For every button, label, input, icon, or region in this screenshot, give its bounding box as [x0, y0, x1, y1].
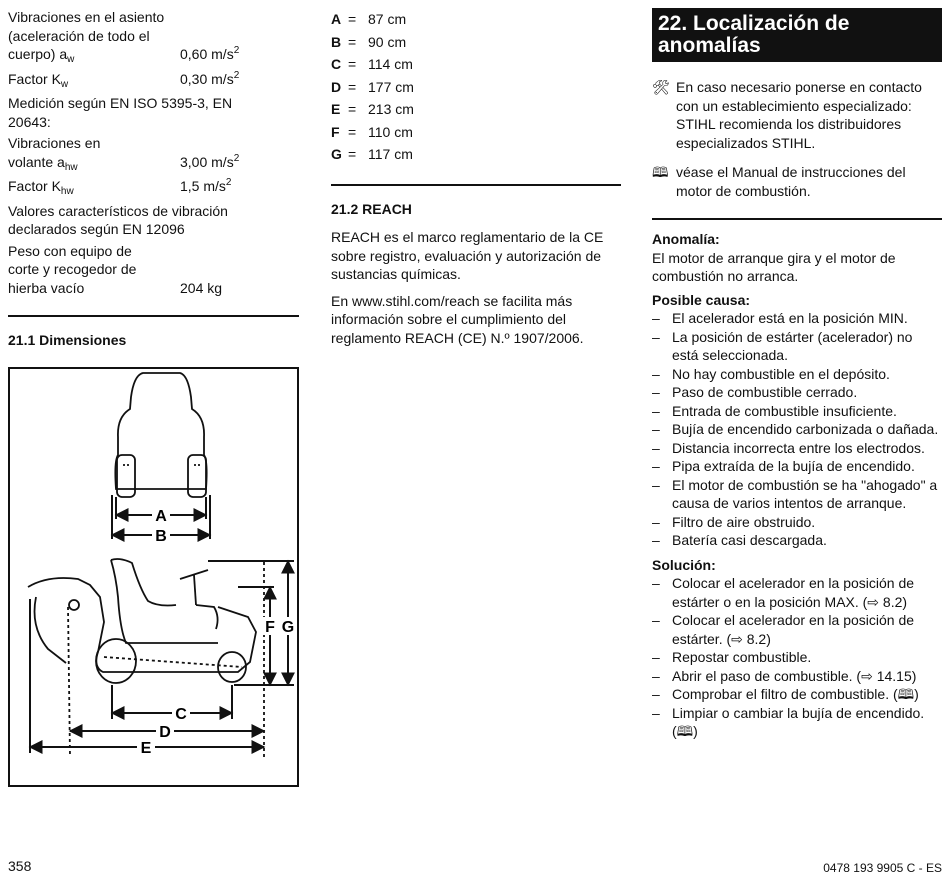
anomaly-text: El motor de arranque gira y el motor de combustión no arranca. [652, 249, 896, 284]
solution-list [652, 574, 942, 741]
note-text: véase el Manual de instrucciones del motor de combustión. [676, 164, 906, 199]
dim-letter: D [331, 78, 342, 95]
dimension-row: F = 110 cm [331, 123, 413, 140]
superscript: 2 [233, 152, 240, 164]
book-icon: 🕮 [652, 164, 669, 180]
dim-value: 87 cm [368, 11, 407, 27]
spec-label: Factor K [8, 178, 61, 194]
dimension-row: A = 87 cm [331, 11, 407, 27]
list-item: – Pipa extraída de la bujía de encendido. [652, 458, 915, 474]
side-view-drawing [28, 559, 264, 757]
dim-value: 110 cm [368, 123, 413, 140]
dim-value: 90 cm [368, 33, 407, 50]
list-item: – Abrir el paso de combustible. (⇨ 14.15) [652, 667, 917, 684]
section-divider [331, 184, 621, 186]
section-title-reach: 21.2 REACH [331, 200, 412, 217]
spec-value: 0,60 m/s [180, 46, 234, 62]
dim-label-c: C [175, 705, 187, 723]
dimension-list [331, 8, 621, 166]
spec-seat-vibration [8, 8, 299, 67]
figure-frame [9, 368, 298, 786]
dimension-row: E = 213 cm [331, 101, 414, 117]
dim-letter: C [331, 56, 342, 72]
list-item: – Batería casi descargada. [652, 532, 827, 548]
list-item: – Repostar combustible. [652, 649, 812, 665]
dimension-row: D = 177 cm [331, 78, 414, 95]
spec-value: 1,5 m/s [180, 178, 226, 194]
dimension-lines-length [30, 599, 264, 753]
list-item: – Filtro de aire obstruido. [652, 513, 816, 530]
spec-label: Factor K [8, 70, 61, 87]
spec-factor-kw [8, 70, 299, 92]
dim-label-f: F [265, 618, 275, 636]
dim-value: 114 cm [368, 56, 413, 72]
document-code: 0478 193 9905 C - ES [823, 861, 942, 875]
dim-label-b: B [155, 527, 167, 545]
superscript: 2 [233, 45, 240, 56]
dim-label-g: G [281, 618, 295, 636]
list-item: – La posición de estárter (acelerador) no está seleccionada. [652, 328, 913, 363]
dimension-row: B = 90 cm [331, 33, 407, 50]
list-item: – No hay combustible en el depósito. [652, 365, 890, 382]
dimension-row: G = 117 cm [331, 146, 413, 162]
dimension-row: C = 114 cm [331, 56, 413, 72]
subscript: hw [60, 186, 74, 197]
list-item: – Bujía de encendido carbonizada o dañada. [652, 421, 939, 437]
column-technical-data [8, 8, 299, 787]
spec-declared-values: Valores característicos de vibración declarados según EN 12096 [8, 202, 228, 237]
superscript: 2 [225, 177, 232, 188]
list-item: – Colocar el acelerador en la posición de estárter o en la posición MAX. (⇨ 8.2) [652, 575, 915, 610]
list-item: – Entrada de combustible insuficiente. [652, 402, 897, 419]
dim-value: 213 cm [368, 101, 414, 117]
reach-paragraph-2: En www.stihl.com/reach se facilita más información sobre el cumplimiento del reglamento REACH (CE) N.º 1907/2006. [331, 292, 584, 346]
cause-heading: Posible causa: [652, 291, 751, 308]
subscript: w [67, 54, 75, 65]
superscript: 2 [233, 69, 240, 81]
subscript: w [60, 78, 69, 90]
list-item: – Comprobar el filtro de combustible. (🕮) [652, 686, 919, 702]
spec-measurement: Medición según EN ISO 5395-3, EN 20643: [8, 95, 233, 130]
list-item: – Colocar el acelerador en la posición de estárter. (⇨ 8.2) [652, 612, 915, 647]
spec-factor-khw [8, 177, 299, 199]
subscript: hw [64, 161, 78, 173]
spec-label: Vibraciones en volante a [8, 135, 101, 170]
dim-letter: B [331, 33, 342, 50]
dim-label-d: D [159, 723, 171, 741]
dim-letter: A [331, 11, 342, 27]
list-item: – Distancia incorrecta entre los electrodos. [652, 439, 925, 456]
list-item: – Paso de combustible cerrado. [652, 384, 858, 400]
spec-value: 204 kg [180, 279, 223, 296]
spec-value: 3,00 m/s [180, 153, 234, 170]
anomaly-heading: Anomalía: [652, 231, 720, 247]
dim-label-a: A [155, 507, 167, 525]
solution-heading: Solución: [652, 556, 716, 573]
dim-letter: F [331, 123, 340, 140]
dim-letter: G [331, 146, 342, 162]
spec-label: Peso con equipo de corte y recogedor de hierba vacío [8, 242, 137, 296]
spec-value: 0,30 m/s [180, 70, 234, 87]
column-dimensions-reach [331, 8, 621, 355]
dim-value: 177 cm [368, 78, 414, 95]
dimensions-figure [8, 367, 299, 787]
spec-label: Vibraciones en el asiento (aceleración de todo el cuerpo) a [8, 9, 165, 62]
section-title-dimensions: 21.1 Dimensiones [8, 332, 127, 348]
note-engine-manual [652, 163, 942, 200]
note-dealer [652, 78, 942, 152]
list-item: – El motor de combustión se ha "ahogado" a causa de varios intentos de arranque. [652, 476, 938, 511]
spec-weight [8, 242, 299, 298]
dim-label-e: E [140, 739, 152, 757]
spec-wheel-vibration [8, 134, 299, 174]
note-text: En caso necesario ponerse en contacto con un establecimiento especializado: STIHL recomienda los distribuidores especializados STIHL. [676, 79, 922, 151]
reach-paragraph-1: REACH es el marco reglamentario de la CE sobre registro, evaluación y autorización de sustancias químicas. [331, 229, 604, 282]
cause-list [652, 309, 942, 550]
front-view-drawing [115, 373, 206, 497]
dim-letter: E [331, 101, 341, 117]
wrench-screwdriver-icon: 🛠 [652, 79, 670, 95]
page-number: 358 [8, 858, 32, 874]
dim-value: 117 cm [368, 146, 413, 162]
list-item: – El acelerador está en la posición MIN. [652, 310, 908, 326]
page-title: 22. Localización de anomalías [652, 8, 942, 62]
list-item: – Limpiar o cambiar la bujía de encendido. (🕮) [652, 704, 925, 739]
column-troubleshooting [652, 8, 942, 741]
section-divider [8, 315, 299, 317]
